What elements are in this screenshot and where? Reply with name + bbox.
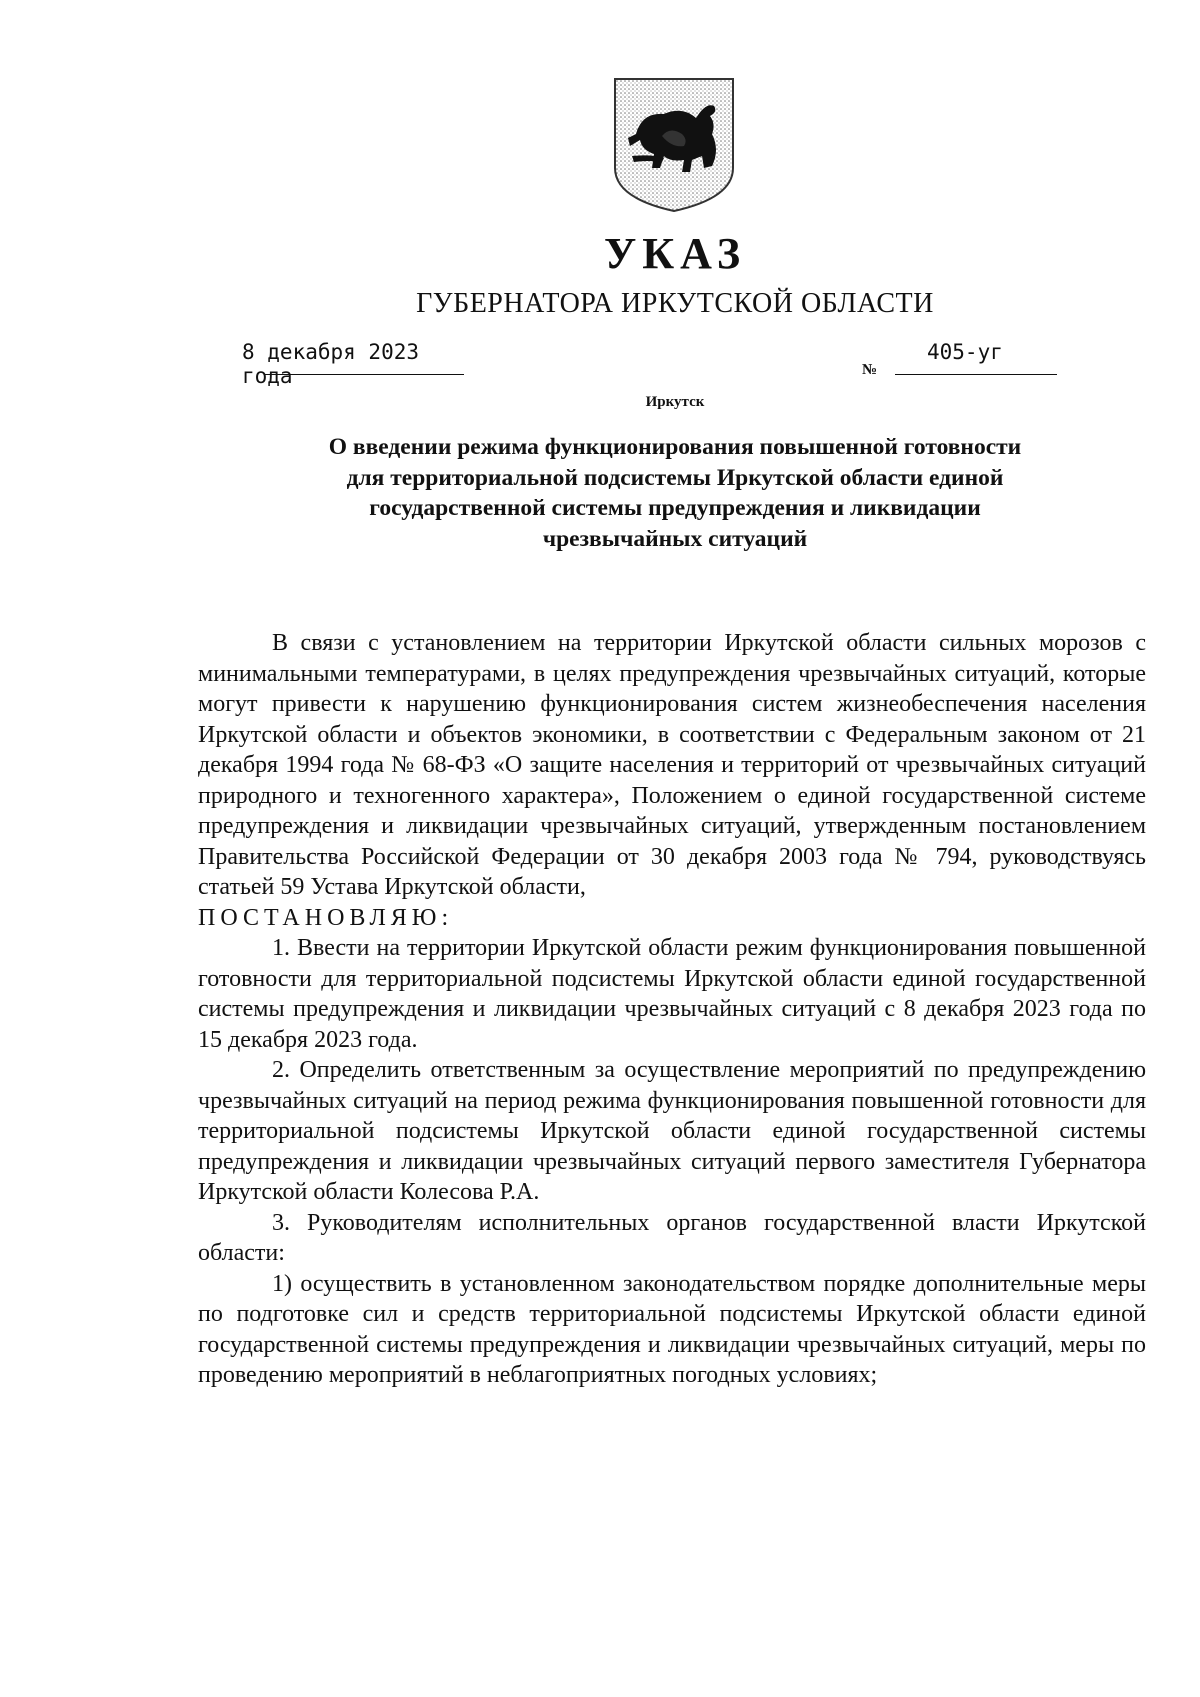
item-paragraph: 2. Определить ответственным за осуществление мероприятий по предупреждению чрезвычайных ситуаций на период режима функционирования повышенной готовности для территориальной подсистемы Иркутской области единой государственной системы предупреждения и ликвидации чрезвычайных ситуаций первого заместителя Губернатора Иркутской области Колесова Р.А. (198, 1057, 1146, 1205)
subject-line: чрезвычайных ситуаций (542, 525, 808, 552)
decree-word: ПОСТАНОВЛЯЮ: (198, 904, 454, 931)
subject-line: государственной системы предупреждения и ликвидации (369, 495, 981, 521)
document-number: 405-уг (927, 340, 1003, 364)
date-underline (264, 374, 464, 375)
item-paragraph: 1. Ввести на территории Иркутской области режим функционирования повышенной готовности для территориальной подсистемы Иркутской области единой государственной системы предупреждения и ликвидации чрезвычайных ситуаций с 8 декабря 2023 года по 15 декабря 2023 года. (198, 935, 1146, 1053)
document-city: Иркутск (645, 394, 705, 410)
subitem-paragraph: 1) осуществить в установленном законодательством порядке дополнительные меры по подготовке сил и средств территориальной подсистемы Иркутской области единой государственной системы предупреждения и ликвидации чрезвычайных ситуаций, меры по проведению мероприятий в неблагоприятных погодных условиях; (198, 1270, 1146, 1388)
document-issuer: ГУБЕРНАТОРА ИРКУТСКОЙ ОБЛАСТИ (416, 288, 934, 319)
document-date-field (242, 340, 464, 388)
irkutsk-coat-of-arms-icon (612, 76, 736, 214)
number-underline (895, 374, 1057, 375)
item-paragraph: 3. Руководителям исполнительных органов государственной власти Иркутской области: (198, 1209, 1146, 1266)
document-subject (200, 432, 1150, 554)
subject-line: для территориальной подсистемы Иркутской области единой (346, 464, 1004, 491)
number-sign: № (862, 362, 878, 378)
document-title: УКАЗ (603, 229, 747, 278)
document-body (198, 628, 1146, 1391)
document-date: 8 декабря 2023 года (242, 340, 420, 388)
preamble-paragraph: В связи с установлением на территории Иркутской области сильных морозов с минимальными температурами, в целях предупреждения чрезвычайных ситуаций, которые могут привести к нарушению функционирования систем жизнеобеспечения населения Иркутской области и объектов экономики, в соответствии с Федеральным законом от 21 декабря 1994 года № 68-ФЗ «О защите населения и территорий от чрезвычайных ситуаций природного и техногенного характера», Положением о единой государственной системе предупреждения и ликвидации чрезвычайных ситуаций, утвержденным постановлением Правительства Российской Федерации от 30 декабря 2003 года № 794, руководствуясь статьей 59 Устава Иркутской области, (198, 630, 1146, 900)
document-number-field (895, 340, 1057, 364)
subject-line: О введении режима функционирования повышенной готовности (328, 434, 1022, 460)
